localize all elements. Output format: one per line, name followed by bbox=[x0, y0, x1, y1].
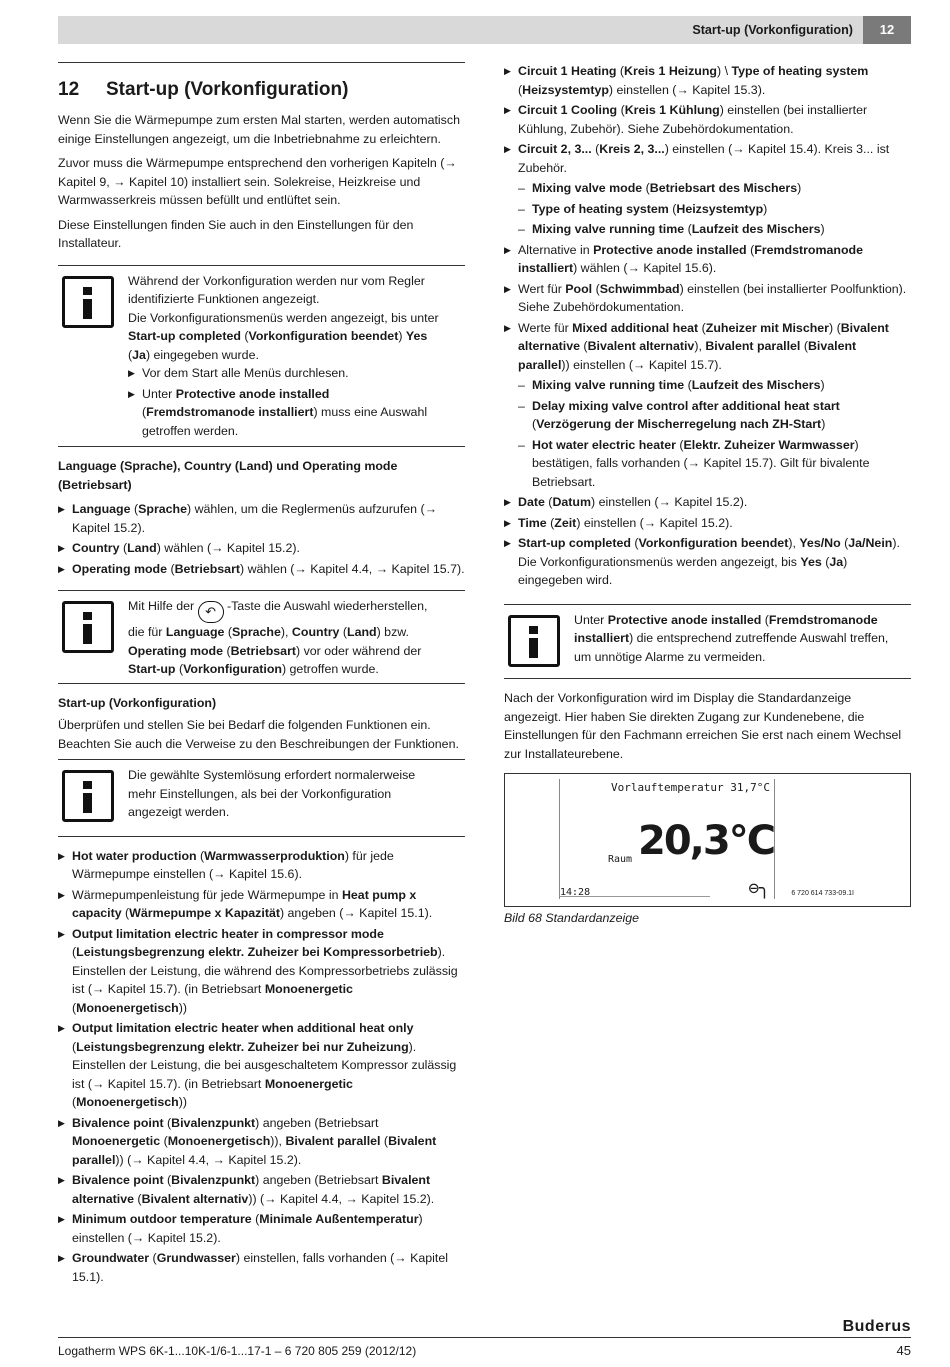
right-column bbox=[504, 62, 911, 928]
standard-display-figure bbox=[504, 773, 911, 907]
info-note-preconfig bbox=[58, 265, 465, 448]
intro-paragraph: Wenn Sie die Wärmepumpe zum ersten Mal starten, werden automatisch einige Einstellungen angezeigt, um die Inbetriebnahme zu erleichtern. bbox=[58, 113, 460, 146]
sub-list-item: – Mixing valve running time (Laufzeit des Mischers) bbox=[518, 376, 911, 395]
sub-list-item: – Type of heating system (Heizsystemtyp) bbox=[518, 200, 911, 219]
list-item: ▶ Circuit 1 Cooling (Kreis 1 Kühlung) einstellen (bei installierter Kühlung, Zubehör). Siehe Zubehördokumentation. bbox=[504, 101, 911, 138]
note-text: Mit Hilfe der ↶ -Taste die Auswahl wiederherstellen, die für Language (Sprache), Country (Land) bzw. Operating mode (Betriebsart) vor oder während der Start-up (Vorkonfiguration) getroffen wurde. bbox=[128, 599, 428, 676]
mode-status-icon: ⊖╮ bbox=[748, 878, 770, 899]
restore-key-icon: ↶ bbox=[198, 601, 224, 623]
note-text: Während der Vorkonfiguration werden nur vom Regler identifizierte Funktionen angezeigt. bbox=[128, 273, 425, 306]
list-item: ▶ Circuit 1 Heating (Kreis 1 Heizung) \ Type of heating system (Heizsystemtyp) einstellen (→ Kapitel 15.3). bbox=[504, 62, 911, 99]
note-text: Die gewählte Systemlösung erfordert normalerweise mehr Einstellungen, als bei der Vorkonfiguration angezeigt werden. bbox=[128, 768, 416, 819]
image-code: 6 720 614 733-09.1I bbox=[791, 890, 854, 897]
page-number: 45 bbox=[896, 1343, 911, 1358]
startup-paragraph: Überprüfen und stellen Sie bei Bedarf die folgenden Funktionen ein. Beachten Sie auch die Verweise zu den Beschreibungen der Funktionen. bbox=[58, 718, 459, 751]
info-icon bbox=[62, 601, 114, 653]
note-text: Unter Protective anode installed (Fremdstromanode installiert) die entsprechend zutreffende Auswahl treffen, um unnötige Alarme zu vermeiden. bbox=[574, 612, 889, 664]
list-item: ▶ Groundwater (Grundwasser) einstellen, falls vorhanden (→ Kapitel 15.1). bbox=[58, 1249, 465, 1286]
list-item: ▶ Operating mode (Betriebsart) wählen (→ Kapitel 4.4, → Kapitel 15.7). bbox=[58, 560, 465, 579]
left-column bbox=[58, 62, 465, 1288]
info-note-restore bbox=[58, 590, 465, 684]
info-icon bbox=[62, 276, 114, 328]
installer-settings-paragraph: Diese Einstellungen finden Sie auch in den Einstellungen für den Installateur. bbox=[58, 217, 414, 250]
brand-logo: Buderus bbox=[842, 1318, 911, 1335]
note-text: Die Vorkonfigurationsmenüs werden angezeigt, bis unter Start-up completed (Vorkonfiguration beendet) Yes (Ja) eingegeben wurde. bbox=[128, 310, 439, 362]
list-item: ▶ Output limitation electric heater in compressor mode (Leistungsbegrenzung elektr. Zuheizer bei Kompressorbetrieb). Einstellen der Leistung, die während des Kompressorbetriebs zulässig ist (→ Kapitel 15.7). (in Betriebsart Monoenergetic (Monoenergetisch)) bbox=[58, 925, 465, 1018]
note-instruction: ▶ Unter Protective anode installed (Fremdstromanode installiert) muss eine Auswahl getroffen werden. bbox=[128, 385, 445, 441]
footer-document-id: Logatherm WPS 6K-1...10K-1/6-1...17-1 – 6 720 805 259 (2012/12) bbox=[58, 1344, 417, 1358]
list-item: ▶ Start-up completed (Vorkonfiguration beendet), Yes/No (Ja/Nein). Die Vorkonfigurationsmenüs werden angezeigt, bis Yes (Ja) eingegeben wird. bbox=[504, 534, 911, 590]
sub-list-item: – Hot water electric heater (Elektr. Zuheizer Warmwasser) bestätigen, falls vorhanden (→ Kapitel 15.7). Gilt für bivalente Betriebsart. bbox=[518, 436, 911, 492]
section-heading-startup: Start-up (Vorkonfiguration) bbox=[58, 695, 217, 710]
list-item: ▶ Circuit 2, 3... (Kreis 2, 3...) einstellen (→ Kapitel 15.4). Kreis 3... ist Zubehör. – Mixing valve mode (Betriebsart des Mischers) – Type of heating system (Heizsystemtyp) – Mixing valve running time (Laufzeit des Mischers) bbox=[504, 140, 911, 239]
header-title: Start-up (Vorkonfiguration) bbox=[692, 23, 853, 37]
info-icon bbox=[62, 770, 114, 822]
flow-temperature-readout: Vorlauftemperatur 31,7°C bbox=[611, 781, 770, 794]
running-header bbox=[58, 16, 911, 44]
room-temperature-readout: 20,3°C bbox=[638, 818, 775, 864]
header-chapter-number: 12 bbox=[863, 16, 911, 44]
info-note-system bbox=[58, 759, 465, 837]
list-item: ▶ Hot water production (Warmwasserproduktion) für jede Wärmepumpe einstellen (→ Kapitel 15.6). bbox=[58, 847, 465, 884]
info-note-anode bbox=[504, 604, 911, 680]
sub-list-item: – Mixing valve running time (Laufzeit des Mischers) bbox=[518, 220, 911, 239]
list-item: ▶ Bivalence point (Bivalenzpunkt) angeben (Betriebsart Monoenergetic (Monoenergetisch)), Bivalent parallel (Bivalent parallel)) (→ Kapitel 4.4, → Kapitel 15.2). bbox=[58, 1114, 465, 1170]
chapter-heading bbox=[58, 63, 465, 103]
figure-caption: Bild 68 Standardanzeige bbox=[504, 911, 640, 925]
footer-divider bbox=[58, 1337, 911, 1338]
lcd-screen bbox=[559, 779, 775, 899]
prerequisite-paragraph: Zuvor muss die Wärmepumpe entsprechend den vorherigen Kapiteln (→ Kapitel 9, → Kapitel 10) installiert sein. Solekreise, Heizkreise und Warmwasserkreis müssen befüllt und entlüftet sein. bbox=[58, 156, 457, 207]
note-instruction: ▶ Vor dem Start alle Menüs durchlesen. bbox=[128, 364, 445, 383]
list-item: ▶ Minimum outdoor temperature (Minimale Außentemperatur) einstellen (→ Kapitel 15.2). bbox=[58, 1210, 465, 1247]
list-item: ▶ Wert für Pool (Schwimmbad) einstellen (bei installierter Poolfunktion). Siehe Zubehördokumentation. bbox=[504, 280, 911, 317]
list-item: ▶ Alternative in Protective anode installed (Fremdstromanode installiert) wählen (→ Kapitel 15.6). bbox=[504, 241, 911, 278]
section-heading-language: Language (Sprache), Country (Land) und Operating mode (Betriebsart) bbox=[58, 459, 398, 492]
list-item: ▶ Language (Sprache) wählen, um die Reglermenüs aufzurufen (→ Kapitel 15.2). bbox=[58, 500, 465, 537]
list-item: ▶ Time (Zeit) einstellen (→ Kapitel 15.2). bbox=[504, 514, 911, 533]
list-item: ▶ Wärmepumpenleistung für jede Wärmepumpe in Heat pump x capacity (Wärmepumpe x Kapazität) angeben (→ Kapitel 15.1). bbox=[58, 886, 465, 923]
chapter-number: 12 bbox=[58, 79, 80, 100]
list-item: ▶ Bivalence point (Bivalenzpunkt) angeben (Betriebsart Bivalent alternative (Bivalent alternativ)) (→ Kapitel 4.4, → Kapitel 15.2). bbox=[58, 1171, 465, 1208]
after-config-paragraph: Nach der Vorkonfiguration wird im Display die Standardanzeige angezeigt. Hier haben Sie direkten Zugang zur Kundenebene, die Einstellungen für den Fachmann erreichen Sie erst nach einem Wechsel zur Installateurebene. bbox=[504, 691, 902, 761]
sub-list-item: – Delay mixing valve control after additional heat start (Verzögerung der Mischerregelung nach ZH-Start) bbox=[518, 397, 911, 434]
list-item: ▶ Werte für Mixed additional heat (Zuheizer mit Mischer) (Bivalent alternative (Bivalent alternativ), Bivalent parallel (Bivalent parallel)) einstellen (→ Kapitel 15.7). – Mixing valve running time (Laufzeit des Mischers) – Delay mixing valve control after additional heat start (Verzögerung der Mischerregelung nach ZH-Start) – Hot water electric heater (Elektr. Zuheizer Warmwasser) bestätigen, falls vorhanden (→ Kapitel 15.7). Gilt für bivalente Betriebsart. bbox=[504, 319, 911, 492]
room-label: Raum bbox=[608, 854, 633, 865]
chapter-title: Start-up (Vorkonfiguration) bbox=[106, 79, 349, 100]
list-item: ▶ Output limitation electric heater when additional heat only (Leistungsbegrenzung elektr. Zuheizer bei nur Zuheizung). Einstellen der Leistung, die bei ausgeschaltetem Kompressor zulässig ist (→ Kapitel 15.7). (in Betriebsart Monoenergetic (Monoenergetisch)) bbox=[58, 1019, 465, 1112]
clock-readout: 14:28 bbox=[560, 887, 591, 898]
sub-list-item: – Mixing valve mode (Betriebsart des Mischers) bbox=[518, 179, 911, 198]
list-item: ▶ Date (Datum) einstellen (→ Kapitel 15.2). bbox=[504, 493, 911, 512]
info-icon bbox=[508, 615, 560, 667]
list-item: ▶ Country (Land) wählen (→ Kapitel 15.2). bbox=[58, 539, 465, 558]
